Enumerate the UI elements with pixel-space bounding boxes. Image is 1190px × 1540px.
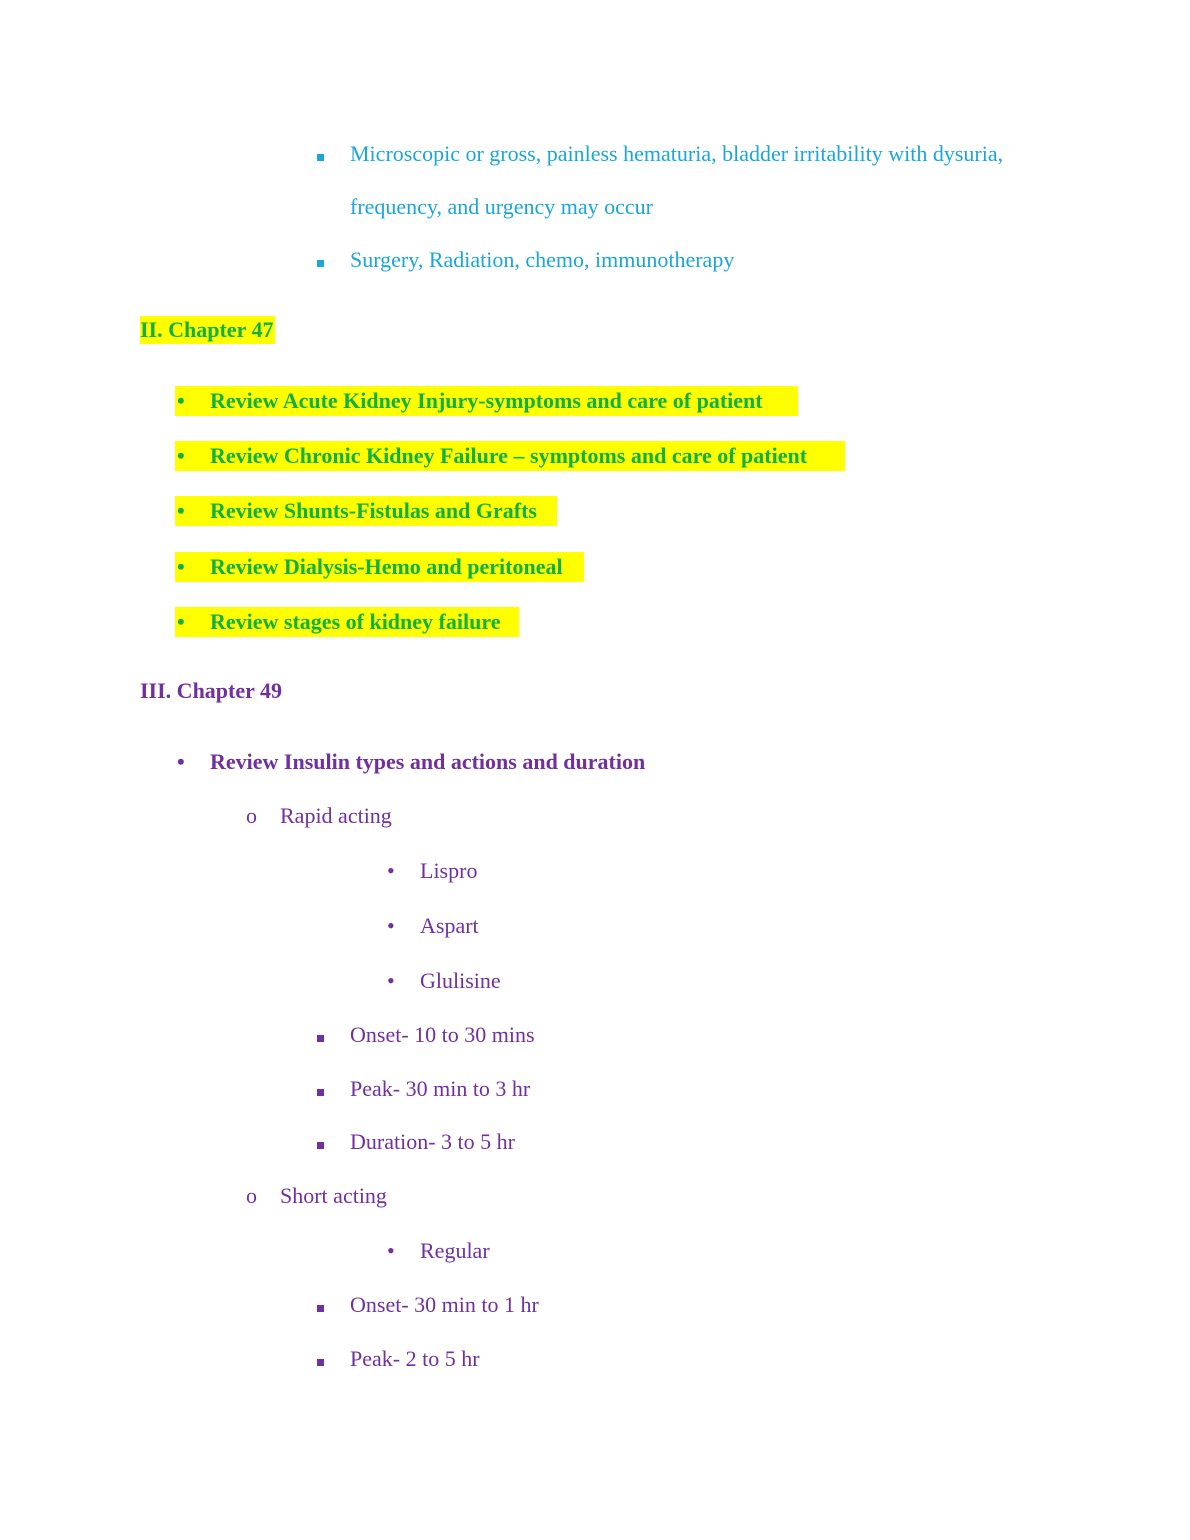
list-item-text-continued: frequency, and urgency may occur xyxy=(350,194,653,219)
list-item-text: Review Chronic Kidney Failure – symptoms and care of patient xyxy=(210,443,808,468)
square-bullet-icon xyxy=(317,1345,324,1373)
list-item-text: Microscopic or gross, painless hematuria, bladder irritability with dysuria, xyxy=(350,141,1004,166)
section-heading-chapter-49: III. Chapter 49 xyxy=(140,678,283,703)
square-bullet-icon xyxy=(317,1021,324,1049)
insulin-example: Aspart xyxy=(420,913,479,938)
bullet-icon: • xyxy=(177,749,185,774)
bullet-icon: • xyxy=(177,498,185,523)
sub-item-short-acting: Short acting xyxy=(280,1183,387,1208)
insulin-detail: Duration- 3 to 5 hr xyxy=(350,1129,515,1154)
bullet-icon: • xyxy=(177,554,185,579)
circle-bullet-icon: o xyxy=(246,803,257,828)
list-item-text: Review Acute Kidney Injury-symptoms and care of patient xyxy=(210,388,763,413)
bullet-icon: • xyxy=(177,388,185,413)
insulin-example: Regular xyxy=(420,1238,490,1263)
bullet-icon: • xyxy=(387,913,395,938)
bullet-icon: • xyxy=(177,443,185,468)
list-item-text: Review stages of kidney failure xyxy=(210,609,501,634)
square-bullet-icon xyxy=(317,246,324,274)
list-item-text: Surgery, Radiation, chemo, immunotherapy xyxy=(350,247,735,272)
section-heading-chapter-47: II. Chapter 47 xyxy=(140,317,274,342)
list-item-text: Review Shunts-Fistulas and Grafts xyxy=(210,498,537,523)
sub-item-rapid-acting: Rapid acting xyxy=(280,803,392,828)
square-bullet-icon xyxy=(317,1291,324,1319)
insulin-example: Lispro xyxy=(420,858,478,883)
insulin-example: Glulisine xyxy=(420,968,501,993)
square-bullet-icon xyxy=(317,140,324,168)
list-item-text: Review Insulin types and actions and duration xyxy=(210,749,646,774)
insulin-detail: Peak- 2 to 5 hr xyxy=(350,1346,480,1371)
insulin-detail: Onset- 30 min to 1 hr xyxy=(350,1292,539,1317)
square-bullet-icon xyxy=(317,1075,324,1103)
list-item-text: Review Dialysis-Hemo and peritoneal xyxy=(210,554,563,579)
bullet-icon: • xyxy=(387,968,395,993)
bullet-icon: • xyxy=(177,609,185,634)
square-bullet-icon xyxy=(317,1128,324,1156)
bullet-icon: • xyxy=(387,1238,395,1263)
insulin-detail: Onset- 10 to 30 mins xyxy=(350,1022,535,1047)
bullet-icon: • xyxy=(387,858,395,883)
circle-bullet-icon: o xyxy=(246,1183,257,1208)
insulin-detail: Peak- 30 min to 3 hr xyxy=(350,1076,531,1101)
